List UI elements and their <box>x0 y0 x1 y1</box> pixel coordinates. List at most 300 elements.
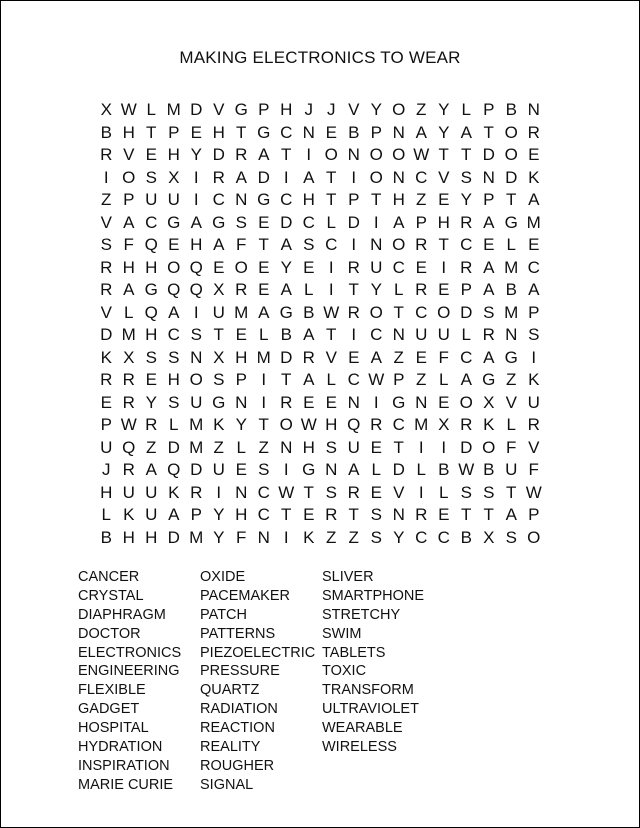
grid-letter: T <box>393 437 404 457</box>
grid-letter: T <box>348 280 359 299</box>
grid-letter: E <box>528 145 540 164</box>
grid-letter: I <box>193 302 199 322</box>
grid-letter: H <box>325 415 338 434</box>
grid-letter: C <box>347 370 360 389</box>
grid-letter: M <box>234 302 249 322</box>
grid-row <box>95 459 551 482</box>
grid-row <box>95 99 551 122</box>
grid-letter: H <box>190 235 203 254</box>
grid-letter: B <box>483 460 495 479</box>
grid-letter: K <box>528 167 540 187</box>
grid-letter: E <box>438 280 450 299</box>
grid-letter: G <box>392 392 406 412</box>
grid-letter: C <box>392 415 405 434</box>
grid-letter: B <box>100 122 112 142</box>
grid-letter: O <box>437 302 451 322</box>
grid-letter: L <box>124 302 134 322</box>
grid-letter: T <box>393 302 404 322</box>
grid-letter: B <box>505 280 517 299</box>
grid-letter: I <box>103 167 109 187</box>
grid-letter: T <box>281 505 292 524</box>
word-list-item: TOXIC <box>322 663 367 680</box>
word-list-item: OXIDE <box>200 569 246 585</box>
grid-letter: A <box>528 280 540 299</box>
grid-letter: C <box>415 167 428 187</box>
grid-letter: R <box>347 257 360 277</box>
grid-letter: K <box>303 527 315 547</box>
grid-letter: S <box>190 325 202 344</box>
grid-letter: T <box>303 482 314 502</box>
grid-letter: A <box>483 257 495 277</box>
word-list-item: WIRELESS <box>322 739 397 756</box>
grid-letter: G <box>257 190 271 209</box>
grid-row <box>95 279 551 302</box>
grid-row <box>95 212 551 235</box>
grid-letter: F <box>528 460 539 479</box>
grid-letter: W <box>278 482 295 502</box>
grid-letter: I <box>283 460 289 479</box>
grid-letter: Z <box>258 437 269 457</box>
grid-letter: H <box>235 347 248 367</box>
grid-letter: P <box>258 100 270 119</box>
grid-letter: R <box>235 280 248 299</box>
grid-letter: P <box>348 190 360 209</box>
grid-letter: Z <box>506 370 517 389</box>
grid-letter: L <box>146 100 156 119</box>
grid-letter: T <box>506 190 517 209</box>
word-list-item: MARIE CURIE <box>78 776 174 793</box>
grid-letter: R <box>302 347 315 367</box>
grid-letter: U <box>167 190 180 209</box>
grid-letter: R <box>325 505 338 524</box>
grid-letter: X <box>483 527 495 547</box>
grid-letter: R <box>370 415 383 434</box>
grid-letter: U <box>190 392 203 412</box>
grid-letter: S <box>325 437 337 457</box>
grid-letter: L <box>416 460 426 479</box>
grid-letter: A <box>258 302 270 322</box>
grid-letter: F <box>123 235 134 254</box>
grid-letter: V <box>325 347 337 367</box>
grid-row <box>95 324 551 347</box>
grid-letter: Y <box>370 100 382 119</box>
grid-letter: P <box>123 190 135 209</box>
grid-row <box>95 414 551 437</box>
word-list-item: SMARTPHONE <box>322 587 425 604</box>
grid-letter: H <box>437 212 450 232</box>
grid-letter: A <box>460 370 472 389</box>
grid-letter: P <box>460 280 472 299</box>
grid-letter: R <box>235 145 248 164</box>
grid-letter: N <box>302 122 315 142</box>
grid-letter: L <box>259 325 269 344</box>
grid-letter: V <box>123 145 135 164</box>
grid-letter: L <box>236 437 246 457</box>
grid-letter: Y <box>370 280 382 299</box>
grid-letter: N <box>347 392 360 412</box>
grid-letter: I <box>351 325 357 344</box>
grid-letter: W <box>300 415 317 434</box>
grid-letter: G <box>212 212 226 232</box>
grid-letter: O <box>234 257 248 277</box>
grid-letter: E <box>325 122 337 142</box>
grid-letter: G <box>257 122 271 142</box>
grid-letter: S <box>168 347 180 367</box>
grid-letter: R <box>100 280 113 299</box>
grid-letter: V <box>348 100 360 119</box>
grid-letter: N <box>235 190 248 209</box>
grid-letter: D <box>280 212 293 232</box>
grid-letter: R <box>100 145 113 164</box>
grid-letter: Y <box>393 527 405 547</box>
grid-letter: E <box>100 392 112 412</box>
grid-letter: A <box>280 280 292 299</box>
grid-letter: R <box>347 482 360 502</box>
grid-letter: A <box>258 145 270 164</box>
grid-letter: I <box>418 482 424 502</box>
grid-letter: T <box>258 415 269 434</box>
grid-letter: M <box>414 415 429 434</box>
grid-letter: O <box>369 167 383 187</box>
grid-letter: E <box>438 505 450 524</box>
grid-letter: E <box>213 257 225 277</box>
grid-letter: O <box>167 257 181 277</box>
grid-letter: H <box>212 122 225 142</box>
grid-letter: A <box>348 460 360 479</box>
grid-letter: A <box>483 280 495 299</box>
grid-letter: Y <box>235 415 247 434</box>
grid-letter: A <box>415 122 427 142</box>
grid-letter: S <box>213 370 225 389</box>
grid-letter: B <box>438 460 450 479</box>
grid-letter: O <box>527 527 541 547</box>
grid-letter: T <box>348 505 359 524</box>
grid-letter: L <box>394 280 404 299</box>
grid-letter: E <box>370 437 382 457</box>
grid-letter: P <box>370 122 382 142</box>
word-list-item: ENGINEERING <box>78 663 180 680</box>
grid-letter: G <box>234 100 248 119</box>
grid-letter: Q <box>167 460 181 479</box>
page-title: MAKING ELECTRONICS TO WEAR <box>179 48 461 67</box>
word-list-column <box>322 568 444 795</box>
grid-letter: S <box>505 527 517 547</box>
grid-letter: L <box>506 415 516 434</box>
grid-letter: H <box>302 190 315 209</box>
grid-letter: E <box>258 280 270 299</box>
word-list-item: REALITY <box>200 739 261 756</box>
grid-letter: A <box>168 302 180 322</box>
grid-letter: P <box>483 190 495 209</box>
grid-letter: M <box>504 257 519 277</box>
grid-letter: Q <box>189 280 203 299</box>
grid-letter: T <box>281 370 292 389</box>
grid-letter: N <box>415 392 428 412</box>
grid-letter: A <box>460 122 472 142</box>
grid-letter: D <box>460 437 473 457</box>
grid-letter: E <box>415 257 427 277</box>
grid-letter: S <box>460 482 472 502</box>
grid-letter: L <box>439 370 449 389</box>
grid-letter: N <box>392 505 405 524</box>
grid-letter: G <box>482 370 496 389</box>
grid-letter: P <box>483 100 495 119</box>
grid-letter: C <box>460 235 473 254</box>
grid-letter: S <box>370 505 382 524</box>
grid-letter: U <box>437 325 450 344</box>
grid-letter: R <box>415 280 428 299</box>
grid-letter: J <box>327 100 336 119</box>
grid-letter: O <box>324 145 338 164</box>
grid-letter: K <box>100 347 112 367</box>
grid-letter: G <box>279 302 293 322</box>
word-list-column <box>78 568 200 795</box>
grid-letter: T <box>258 235 269 254</box>
grid-letter: A <box>213 235 225 254</box>
grid-letter: A <box>123 212 135 232</box>
grid-letter: H <box>145 325 158 344</box>
grid-letter: Z <box>416 100 427 119</box>
grid-letter: Q <box>189 257 203 277</box>
grid-letter: X <box>123 347 135 367</box>
grid-letter: I <box>193 190 199 209</box>
grid-letter: C <box>257 482 270 502</box>
grid-letter: P <box>528 505 540 524</box>
grid-letter: I <box>351 167 357 187</box>
grid-letter: H <box>280 100 293 119</box>
grid-letter: X <box>168 167 180 187</box>
grid-letter: A <box>303 325 315 344</box>
grid-letter: C <box>437 527 450 547</box>
grid-letter: B <box>460 527 472 547</box>
grid-letter: R <box>100 370 113 389</box>
grid-letter: E <box>528 235 540 254</box>
grid-letter: Y <box>460 190 472 209</box>
grid-letter: N <box>527 100 540 119</box>
grid-letter: R <box>100 257 113 277</box>
grid-letter: R <box>527 415 540 434</box>
grid-letter: R <box>122 370 135 389</box>
grid-row <box>95 437 551 460</box>
grid-letter: H <box>167 145 180 164</box>
word-list-item: TABLETS <box>322 644 386 661</box>
grid-row <box>95 167 551 190</box>
grid-letter: W <box>413 145 430 164</box>
grid-letter: A <box>483 212 495 232</box>
grid-letter: C <box>212 190 225 209</box>
grid-letter: D <box>190 460 203 479</box>
grid-letter: A <box>280 235 292 254</box>
grid-letter: Z <box>416 190 427 209</box>
grid-letter: R <box>460 257 473 277</box>
grid-letter: N <box>392 167 405 187</box>
grid-letter: T <box>438 145 449 164</box>
word-list-item: SLIVER <box>322 569 374 585</box>
grid-letter: S <box>145 347 157 367</box>
grid-letter: C <box>415 527 428 547</box>
grid-letter: E <box>235 325 247 344</box>
grid-letter: T <box>326 167 337 187</box>
grid-row <box>95 234 551 257</box>
grid-letter: H <box>145 257 158 277</box>
grid-letter: R <box>482 325 495 344</box>
grid-letter: D <box>460 302 473 322</box>
grid-row <box>95 347 551 370</box>
grid-letter: X <box>213 280 225 299</box>
grid-letter: Y <box>190 145 202 164</box>
grid-letter: J <box>102 460 111 479</box>
grid-letter: T <box>213 325 224 344</box>
word-list-item: STRETCHY <box>322 606 401 623</box>
grid-letter: V <box>505 392 517 412</box>
grid-letter: O <box>482 437 496 457</box>
grid-letter: O <box>122 167 136 187</box>
word-list-item: REACTION <box>200 720 275 737</box>
grid-letter: C <box>302 212 315 232</box>
grid-letter: T <box>483 122 494 142</box>
grid-letter: D <box>280 347 293 367</box>
grid-letter: Q <box>122 437 136 457</box>
grid-letter: Q <box>144 235 158 254</box>
grid-letter: D <box>100 325 113 344</box>
grid-letter: Y <box>438 122 450 142</box>
grid-letter: B <box>303 302 315 322</box>
grid-letter: T <box>461 505 472 524</box>
grid-letter: E <box>303 505 315 524</box>
grid-letter: H <box>235 505 248 524</box>
grid-letter: F <box>236 527 247 547</box>
grid-letter: E <box>168 235 180 254</box>
word-list-item: TRANSFORM <box>322 682 414 699</box>
grid-letter: L <box>439 482 449 502</box>
grid-letter: U <box>100 437 113 457</box>
grid-letter: U <box>122 482 135 502</box>
grid-letter: O <box>504 145 518 164</box>
word-list-item: ROUGHER <box>200 757 275 774</box>
grid-letter: A <box>145 460 157 479</box>
grid-letter: P <box>528 302 540 322</box>
grid-letter: I <box>328 257 334 277</box>
grid-letter: R <box>122 392 135 412</box>
grid-letter: A <box>370 347 382 367</box>
grid-letter: T <box>326 325 337 344</box>
grid-letter: L <box>461 100 471 119</box>
grid-letter: T <box>371 190 382 209</box>
grid-row <box>95 504 551 527</box>
grid-letter: Q <box>347 415 361 434</box>
grid-row <box>95 302 551 325</box>
grid-letter: R <box>347 302 360 322</box>
grid-letter: Q <box>144 302 158 322</box>
grid-letter: T <box>236 122 247 142</box>
grid-letter: P <box>393 370 405 389</box>
grid-letter: L <box>169 415 179 434</box>
grid-letter: G <box>504 212 518 232</box>
grid-letter: V <box>213 100 225 119</box>
grid-letter: Z <box>213 437 224 457</box>
grid-letter: C <box>280 190 293 209</box>
grid-letter: T <box>146 122 157 142</box>
grid-letter: I <box>373 392 379 412</box>
grid-letter: Y <box>280 257 292 277</box>
grid-letter: A <box>505 505 517 524</box>
grid-row <box>95 369 551 392</box>
grid-letter: E <box>438 392 450 412</box>
grid-letter: R <box>122 460 135 479</box>
grid-letter: I <box>216 482 222 502</box>
grid-letter: S <box>235 212 247 232</box>
grid-row <box>95 392 551 415</box>
grid-letter: J <box>304 100 313 119</box>
grid-letter: W <box>120 100 137 119</box>
grid-letter: C <box>527 257 540 277</box>
grid-letter: X <box>483 392 495 412</box>
word-list-item: GADGET <box>78 701 140 718</box>
grid-letter: G <box>504 347 518 367</box>
grid-letter: C <box>460 347 473 367</box>
grid-letter: E <box>303 392 315 412</box>
grid-letter: D <box>212 145 225 164</box>
grid-letter: O <box>369 302 383 322</box>
grid-row <box>95 122 551 145</box>
grid-letter: U <box>505 460 518 479</box>
grid-letter: R <box>212 167 225 187</box>
grid-letter: T <box>326 190 337 209</box>
grid-letter: Y <box>438 100 450 119</box>
grid-letter: G <box>167 212 181 232</box>
grid-letter: D <box>392 460 405 479</box>
grid-letter: S <box>145 167 157 187</box>
grid-letter: R <box>145 415 158 434</box>
grid-letter: I <box>441 257 447 277</box>
grid-letter: S <box>370 527 382 547</box>
grid-letter: V <box>528 437 540 457</box>
grid-letter: W <box>368 370 385 389</box>
grid-letter: S <box>258 460 270 479</box>
grid-letter: F <box>438 347 449 367</box>
word-search-grid <box>95 99 551 549</box>
grid-letter: W <box>120 415 137 434</box>
grid-letter: H <box>100 482 113 502</box>
grid-letter: N <box>190 347 203 367</box>
grid-letter: I <box>373 212 379 232</box>
grid-letter: D <box>505 167 518 187</box>
grid-letter: I <box>328 280 334 299</box>
grid-letter: M <box>256 347 271 367</box>
grid-letter: W <box>525 482 542 502</box>
grid-letter: T <box>506 482 517 502</box>
grid-letter: O <box>459 392 473 412</box>
grid-letter: S <box>460 167 472 187</box>
grid-letter: Q <box>167 280 181 299</box>
grid-letter: S <box>325 482 337 502</box>
grid-letter: A <box>303 167 315 187</box>
grid-letter: H <box>122 527 135 547</box>
grid-letter: L <box>506 235 516 254</box>
grid-letter: O <box>369 145 383 164</box>
grid-letter: Y <box>145 392 157 412</box>
grid-letter: H <box>145 527 158 547</box>
grid-letter: N <box>505 325 518 344</box>
word-list-item: RADIATION <box>200 701 278 718</box>
grid-letter: S <box>483 482 495 502</box>
grid-letter: U <box>212 460 225 479</box>
grid-letter: Z <box>326 527 337 547</box>
grid-letter: E <box>415 347 427 367</box>
grid-letter: A <box>303 370 315 389</box>
grid-letter: Y <box>213 505 225 524</box>
grid-letter: D <box>482 145 495 164</box>
